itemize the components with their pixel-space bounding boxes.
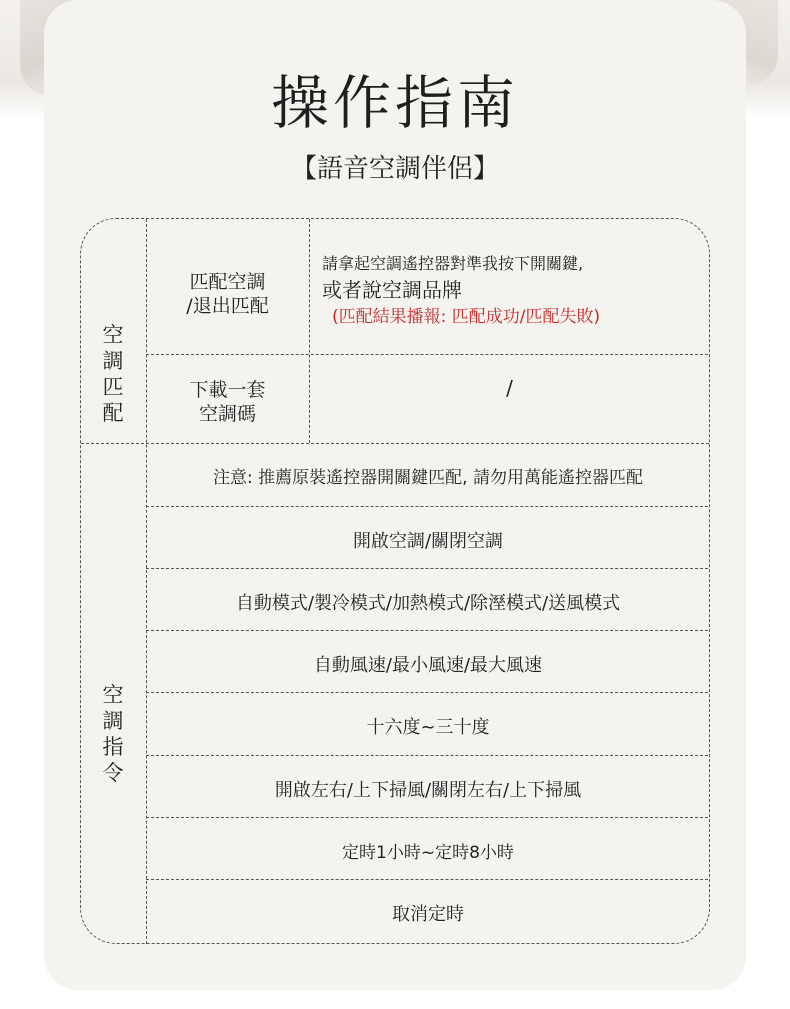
section-label-pairing: 空 調 匹 配: [102, 323, 124, 425]
table-divider-section: [81, 443, 709, 444]
page-subtitle: 【語音空調伴侶】: [290, 154, 499, 184]
pairing-note: 注意: 推薦原裝遙控器開關鍵匹配, 請勿用萬能遙控器匹配: [213, 468, 643, 488]
table-divider-row: [146, 692, 708, 693]
pair-result-note: (匹配結果播報: 匹配成功/匹配失敗): [332, 307, 601, 327]
pair-ac-description: 請拿起空調遙控器對準我按下開關鍵, 或者說空調品牌 (匹配結果播報: 匹配成功/匹配失敗): [322, 252, 600, 330]
download-code-description: /: [506, 376, 513, 400]
table-divider-row: [146, 817, 708, 818]
pair-ac-cell: 匹配空調 /退出匹配: [186, 271, 269, 317]
command-row: 自動模式/製冷模式/加熱模式/除溼模式/送風模式: [235, 593, 621, 614]
table-divider-row: [146, 879, 708, 880]
command-row: 取消定時: [392, 904, 464, 925]
table-divider-row: [146, 630, 708, 631]
command-row: 開啟左右/上下掃風/關閉左右/上下掃風: [274, 780, 582, 801]
command-row: 開啟空調/關閉空調: [352, 531, 504, 552]
table-divider-row1: [146, 354, 708, 355]
table-divider-row: [146, 755, 708, 756]
table-divider-left: [146, 219, 147, 944]
table-divider-row: [146, 506, 708, 507]
command-row: 定時1小時~定時8小時: [342, 843, 514, 863]
command-row: 十六度~三十度: [366, 717, 490, 738]
download-code-cell: 下載一套 空調碼: [189, 379, 266, 425]
command-row: 自動風速/最小風速/最大風速: [313, 655, 543, 676]
table-divider-row: [146, 568, 708, 569]
page-title: 操作指南: [270, 69, 519, 137]
table-divider-middle: [309, 219, 310, 443]
section-label-commands: 空 調 指 令: [102, 683, 124, 785]
